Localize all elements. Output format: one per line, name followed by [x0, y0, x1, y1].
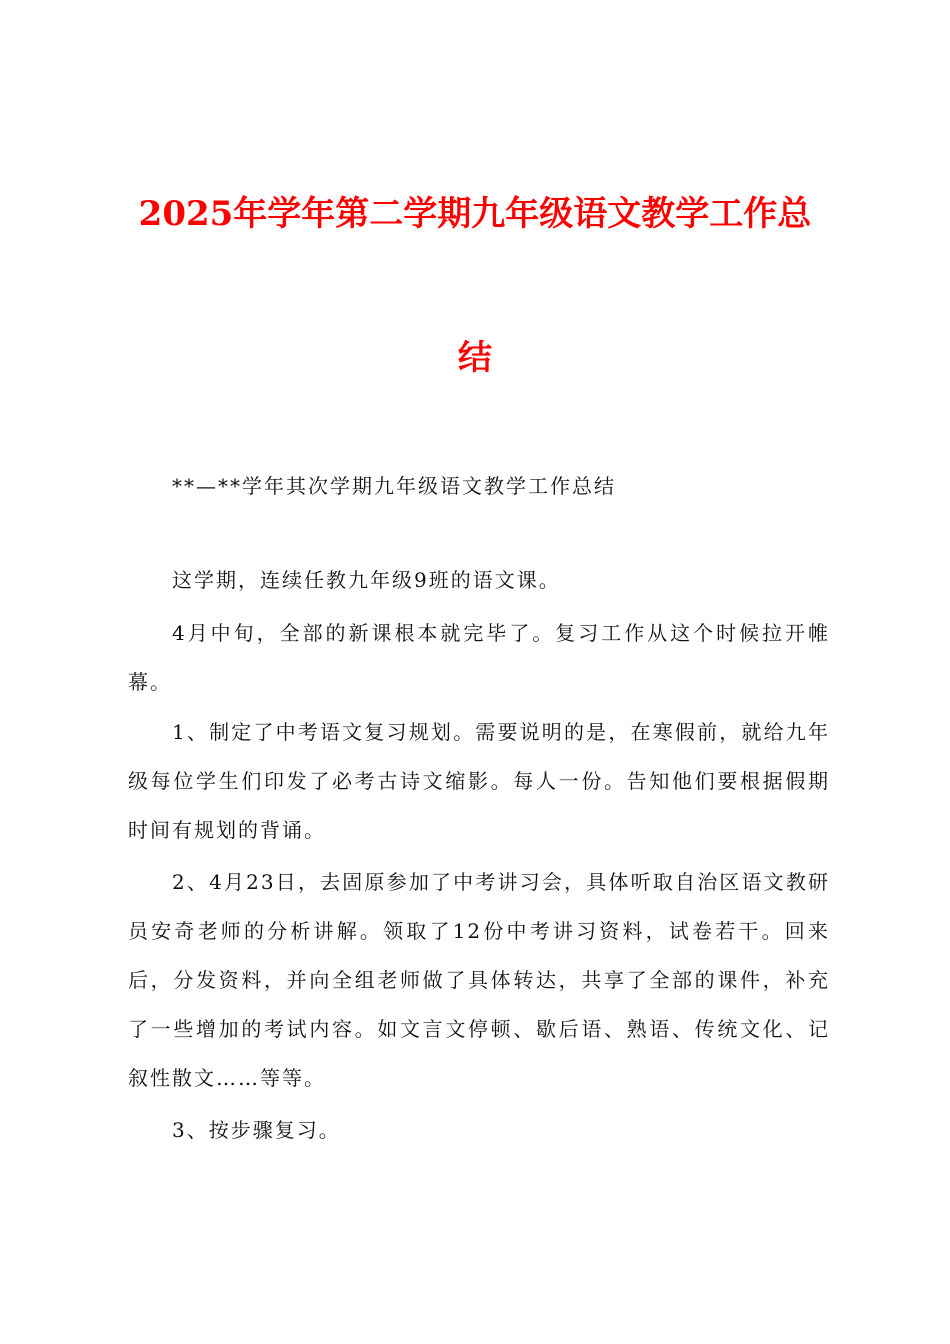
- subtitle-paragraph: **—**学年其次学期九年级语文教学工作总结: [172, 474, 616, 498]
- paragraph-intro: 这学期，连续任教九年级9班的语文课。: [172, 568, 561, 592]
- paragraph-point-1: 1、制定了中考语文复习规划。需要说明的是，在寒假前，就给九年级每位学生们印发了必考古诗文缩影。每人一份。告知他们要根据假期时间有规划的背诵。: [128, 720, 830, 842]
- document-title-line2: 结: [458, 338, 492, 378]
- paragraph-point-3: 3、按步骤复习。: [172, 1118, 341, 1142]
- paragraph-review-start: 4月中旬，全部的新课根本就完毕了。复习工作从这个时候拉开帷幕。: [128, 621, 830, 694]
- document-title-line1: 2025年学年第二学期九年级语文教学工作总: [138, 194, 812, 234]
- paragraph-point-2: 2、4月23日，去固原参加了中考讲习会，具体听取自治区语文教研员安奇老师的分析讲解。领取了12份中考讲习资料，试卷若干。回来后，分发资料，并向全组老师做了具体转达，共享了全部的课件，补充了一些增加的考试内容。如文言文停顿、歇后语、熟语、传统文化、记叙性散文……等等。: [128, 870, 830, 1090]
